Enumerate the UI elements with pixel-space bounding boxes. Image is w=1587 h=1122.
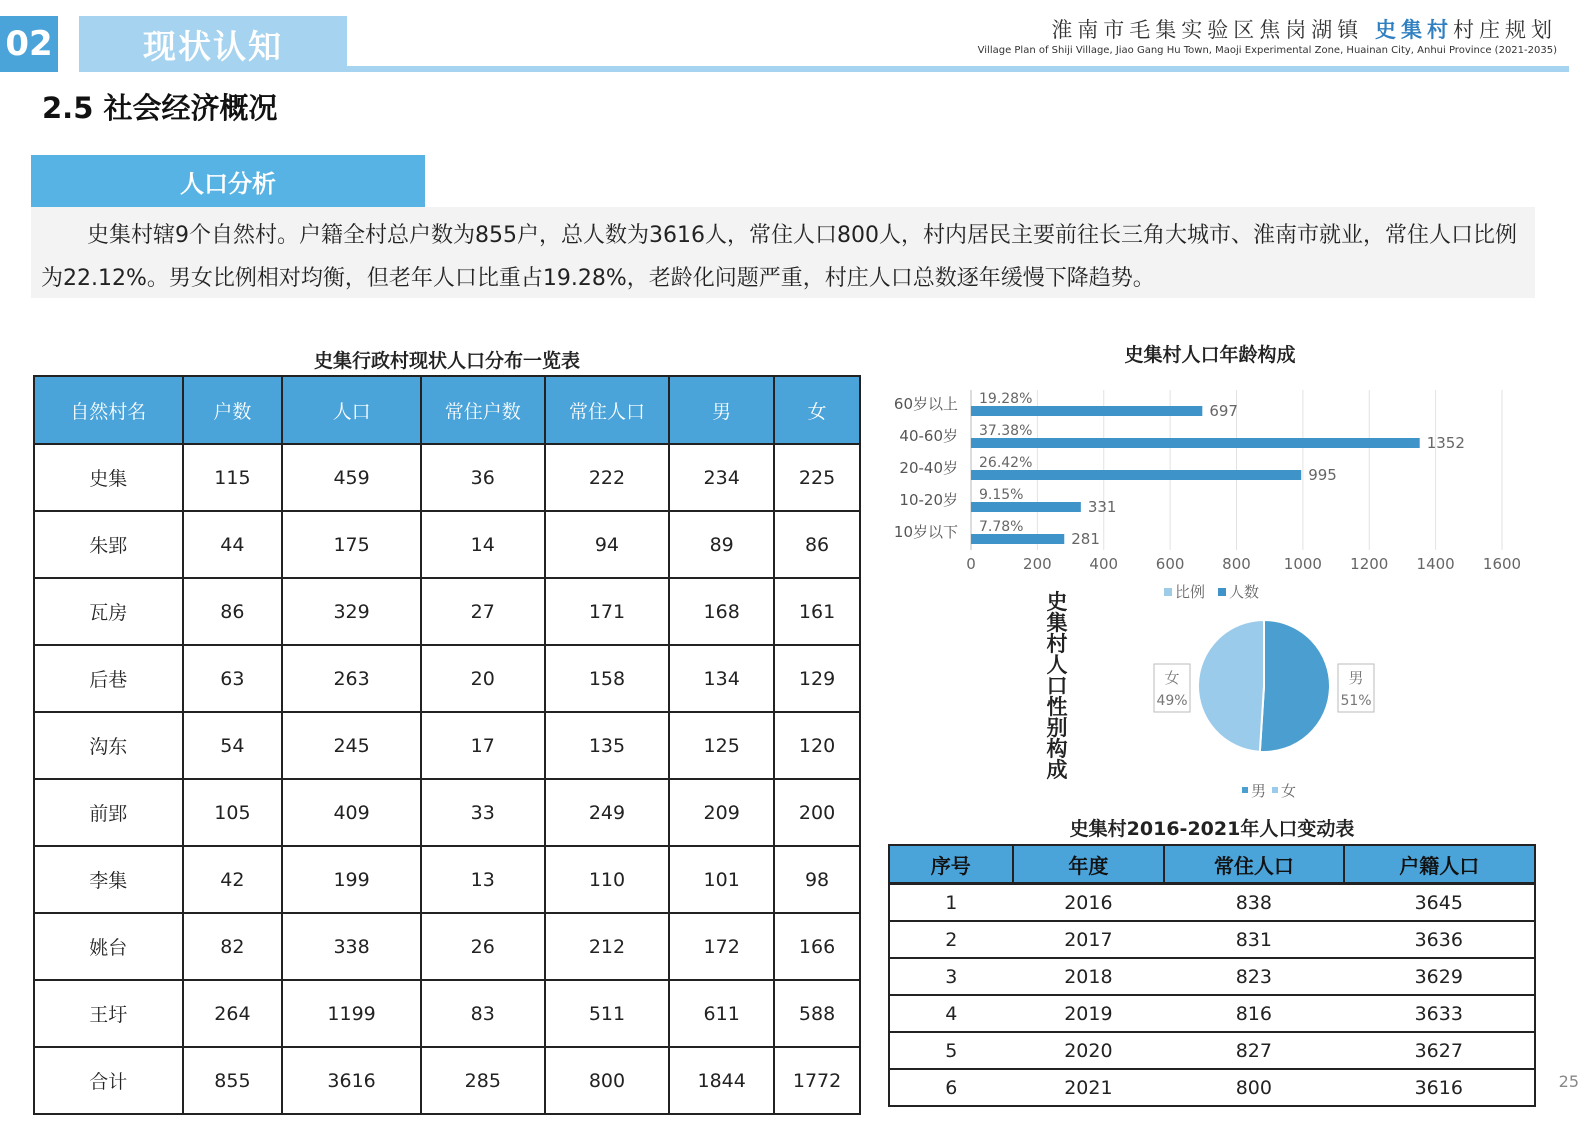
age-ratio-label: 9.15%: [979, 487, 1024, 503]
population-change-table: [888, 844, 1536, 1107]
change-table-row: [889, 995, 1535, 1032]
change-table-header-cell: 序号: [889, 845, 1013, 884]
village-table-cell: 161: [774, 578, 860, 645]
section-number: 02: [0, 16, 58, 72]
age-ratio-label: 19.28%: [979, 391, 1033, 407]
pie-data-label-value: 49%: [1156, 693, 1188, 709]
village-table-row: [34, 1047, 860, 1114]
y-category-label: 10-20岁: [899, 491, 958, 509]
change-table-cell: 2018: [1013, 958, 1165, 995]
change-table-header-cell: 年度: [1013, 845, 1165, 884]
village-table-row: [34, 444, 860, 511]
village-table-cell: 264: [183, 980, 283, 1047]
village-table-header-cell: 常住户数: [421, 376, 545, 444]
section-title: 现状认知: [79, 16, 347, 72]
change-table-header-cell: 户籍人口: [1344, 845, 1535, 884]
village-table-cell: 115: [183, 444, 283, 511]
pie-slice-male: [1260, 620, 1330, 752]
change-table-cell: 6: [889, 1069, 1013, 1106]
legend-label: 比例: [1175, 583, 1206, 601]
y-category-label: 60岁以上: [893, 395, 958, 413]
legend-label: 女: [1281, 782, 1297, 800]
header-divider: [79, 66, 1569, 72]
village-title-highlight: 史集村: [1375, 17, 1453, 42]
village-table-cell: 98: [774, 846, 860, 913]
pie-data-label-name: 男: [1348, 669, 1364, 687]
village-table-cell: 459: [282, 444, 421, 511]
village-table-header-cell: 常住人口: [545, 376, 670, 444]
village-table-cell: 1844: [669, 1047, 774, 1114]
age-ratio-label: 7.78%: [979, 519, 1024, 535]
village-table-cell: 13: [421, 846, 545, 913]
change-table-cell: 800: [1164, 1069, 1343, 1106]
village-table-cell: 105: [183, 779, 283, 846]
age-bar-chart: [870, 378, 1560, 610]
village-table-cell: 110: [545, 846, 670, 913]
change-table-cell: 2021: [1013, 1069, 1165, 1106]
village-table-cell: 172: [669, 913, 774, 980]
village-table-cell: 合计: [34, 1047, 183, 1114]
village-table-cell: 234: [669, 444, 774, 511]
village-table-cell: 94: [545, 511, 670, 578]
age-ratio-label: 26.42%: [979, 455, 1033, 471]
age-count-bar: [971, 470, 1301, 480]
village-table-cell: 171: [545, 578, 670, 645]
village-table-cell: 249: [545, 779, 670, 846]
village-table-cell: 14: [421, 511, 545, 578]
page-number: 25: [1558, 1072, 1579, 1091]
village-table-header-cell: 人口: [282, 376, 421, 444]
age-count-label: 331: [1087, 498, 1117, 516]
x-tick-label: 1200: [1350, 555, 1389, 573]
gender-pie-chart: [1140, 610, 1390, 770]
change-table-body: [889, 884, 1535, 1107]
change-table-header: [889, 845, 1535, 884]
village-table-cell: 134: [669, 645, 774, 712]
village-table-cell: 611: [669, 980, 774, 1047]
village-table-cell: 89: [669, 511, 774, 578]
change-table-row: [889, 1032, 1535, 1069]
village-table-cell: 329: [282, 578, 421, 645]
age-ratio-label: 37.38%: [979, 423, 1033, 439]
change-table-cell: 3645: [1344, 884, 1535, 922]
village-title-prefix: 淮南市毛集实验区焦岗湖镇: [1051, 18, 1364, 42]
x-tick-label: 600: [1155, 555, 1185, 573]
village-table-row: [34, 779, 860, 846]
village-table-cell: 158: [545, 645, 670, 712]
x-tick-label: 400: [1089, 555, 1119, 573]
x-tick-label: 1600: [1482, 555, 1522, 573]
village-table-cell: 姚台: [34, 913, 183, 980]
village-table-cell: 285: [421, 1047, 545, 1114]
village-table-cell: 168: [669, 578, 774, 645]
village-table-cell: 166: [774, 913, 860, 980]
population-section-title: 人口分析: [31, 155, 425, 207]
x-tick-label: 1000: [1283, 555, 1322, 573]
village-subtitle: Village Plan of Shiji Village, Jiao Gang Hu Town, Maoji Experimental Zone, Huainan City, Anhui Province (2021-2035): [977, 45, 1557, 56]
village-table-body: [34, 444, 860, 1114]
change-table-cell: 3627: [1344, 1032, 1535, 1069]
legend-swatch: [1242, 787, 1248, 793]
change-table-cell: 3616: [1344, 1069, 1535, 1106]
village-table-cell: 338: [282, 913, 421, 980]
village-table-cell: 瓦房: [34, 578, 183, 645]
change-table-cell: 2: [889, 921, 1013, 958]
village-table-row: [34, 645, 860, 712]
gender-chart-legend: [1236, 780, 1296, 801]
village-table-cell: 沟东: [34, 712, 183, 779]
change-table-cell: 823: [1164, 958, 1343, 995]
village-table-header-cell: 女: [774, 376, 860, 444]
x-tick-label: 200: [1023, 555, 1052, 573]
village-table-cell: 101: [669, 846, 774, 913]
village-table-cell: 120: [774, 712, 860, 779]
sub-heading: 2.5 社会经济概况: [42, 91, 278, 125]
age-count-bar: [971, 534, 1064, 544]
village-table-cell: 朱郢: [34, 511, 183, 578]
village-table-cell: 409: [282, 779, 421, 846]
village-table-cell: 855: [183, 1047, 283, 1114]
village-table-cell: 44: [183, 511, 283, 578]
x-tick-label: 800: [1222, 555, 1251, 573]
change-table-cell: 3629: [1344, 958, 1535, 995]
village-table-header: [34, 376, 860, 444]
legend-label: 男: [1251, 782, 1267, 800]
village-table-caption: 史集行政村现状人口分布一览表: [313, 350, 580, 372]
age-count-label: 1352: [1426, 434, 1465, 452]
age-count-bar: [971, 502, 1081, 512]
village-table-cell: 王圩: [34, 980, 183, 1047]
village-table-cell: 54: [183, 712, 283, 779]
village-table-cell: 36: [421, 444, 545, 511]
change-table-cell: 2019: [1013, 995, 1165, 1032]
village-table-cell: 后巷: [34, 645, 183, 712]
village-table-row: [34, 980, 860, 1047]
village-table-row: [34, 913, 860, 980]
age-count-label: 995: [1308, 466, 1337, 484]
village-table-cell: 前郢: [34, 779, 183, 846]
village-table-header-cell: 自然村名: [34, 376, 183, 444]
change-table-caption: 史集村2016-2021年人口变动表: [1069, 818, 1355, 840]
change-table-cell: 838: [1164, 884, 1343, 922]
age-count-label: 281: [1071, 530, 1100, 548]
village-table-header-cell: 男: [669, 376, 774, 444]
village-table-cell: 135: [545, 712, 670, 779]
village-table-header-cell: 户数: [183, 376, 283, 444]
change-table-row: [889, 921, 1535, 958]
village-table-cell: 175: [282, 511, 421, 578]
intro-text: 史集村辖9个自然村。户籍全村总户数为855户，总人数为3616人，常住人口800人，村内居民主要前往长三角大城市、淮南市就业，常住人口比例为22.12%。男女比例相对均衡，但老年人口比重占19.28%，老龄化问题严重，村庄人口总数逐年缓慢下降趋势。: [41, 223, 1517, 291]
age-count-label: 697: [1209, 402, 1238, 420]
village-table-cell: 212: [545, 913, 670, 980]
village-table-cell: 199: [282, 846, 421, 913]
change-table-cell: 827: [1164, 1032, 1343, 1069]
change-table-row: [889, 884, 1535, 922]
village-table-cell: 125: [669, 712, 774, 779]
change-table-header-cell: 常住人口: [1164, 845, 1343, 884]
change-table-cell: 3636: [1344, 921, 1535, 958]
village-table-cell: 225: [774, 444, 860, 511]
village-table-cell: 史集: [34, 444, 183, 511]
village-table-row: [34, 712, 860, 779]
age-count-bar: [971, 438, 1420, 448]
y-category-label: 10岁以下: [893, 523, 958, 541]
change-table-cell: 3633: [1344, 995, 1535, 1032]
village-table-cell: 82: [183, 913, 283, 980]
village-table-cell: 3616: [282, 1047, 421, 1114]
legend-swatch: [1272, 787, 1278, 793]
village-table-cell: 63: [183, 645, 283, 712]
change-table-cell: 2020: [1013, 1032, 1165, 1069]
village-table-cell: 200: [774, 779, 860, 846]
village-table-cell: 588: [774, 980, 860, 1047]
change-table-row: [889, 958, 1535, 995]
legend-swatch: [1218, 588, 1226, 596]
change-table-cell: 816: [1164, 995, 1343, 1032]
village-table: [33, 375, 861, 1115]
change-table-cell: 1: [889, 884, 1013, 922]
change-table-cell: 831: [1164, 921, 1343, 958]
change-table-cell: 4: [889, 995, 1013, 1032]
pie-data-label-name: 女: [1164, 669, 1180, 687]
village-table-cell: 26: [421, 913, 545, 980]
village-table-cell: 800: [545, 1047, 670, 1114]
x-tick-label: 1400: [1416, 555, 1455, 573]
village-table-cell: 86: [774, 511, 860, 578]
village-table-cell: 27: [421, 578, 545, 645]
village-title: [1051, 14, 1557, 44]
village-table-cell: 222: [545, 444, 670, 511]
village-table-row: [34, 578, 860, 645]
gender-chart-title: 史集村人口性别构成: [1046, 590, 1068, 782]
village-table-cell: 33: [421, 779, 545, 846]
pie-slice-female: [1198, 620, 1264, 752]
change-table-cell: 2017: [1013, 921, 1165, 958]
village-table-cell: 20: [421, 645, 545, 712]
village-table-cell: 511: [545, 980, 670, 1047]
village-title-suffix: 村庄规划: [1453, 18, 1557, 42]
village-table-cell: 245: [282, 712, 421, 779]
x-tick-label: 0: [966, 555, 976, 573]
pie-data-label-value: 51%: [1340, 693, 1372, 709]
village-table-cell: 17: [421, 712, 545, 779]
age-chart-title: 史集村人口年龄构成: [1124, 344, 1296, 366]
change-table-cell: 5: [889, 1032, 1013, 1069]
village-table-cell: 1772: [774, 1047, 860, 1114]
village-table-cell: 83: [421, 980, 545, 1047]
y-category-label: 40-60岁: [899, 427, 958, 445]
village-table-cell: 129: [774, 645, 860, 712]
y-category-label: 20-40岁: [899, 459, 958, 477]
village-table-cell: 86: [183, 578, 283, 645]
village-table-cell: 1199: [282, 980, 421, 1047]
village-table-cell: 263: [282, 645, 421, 712]
change-table-cell: 2016: [1013, 884, 1165, 922]
village-table-cell: 209: [669, 779, 774, 846]
village-table-row: [34, 846, 860, 913]
village-table-cell: 42: [183, 846, 283, 913]
village-table-row: [34, 511, 860, 578]
legend-swatch: [1164, 588, 1172, 596]
age-count-bar: [971, 406, 1202, 416]
legend-label: 人数: [1229, 583, 1260, 601]
change-table-row: [889, 1069, 1535, 1106]
village-table-cell: 李集: [34, 846, 183, 913]
change-table-cell: 3: [889, 958, 1013, 995]
